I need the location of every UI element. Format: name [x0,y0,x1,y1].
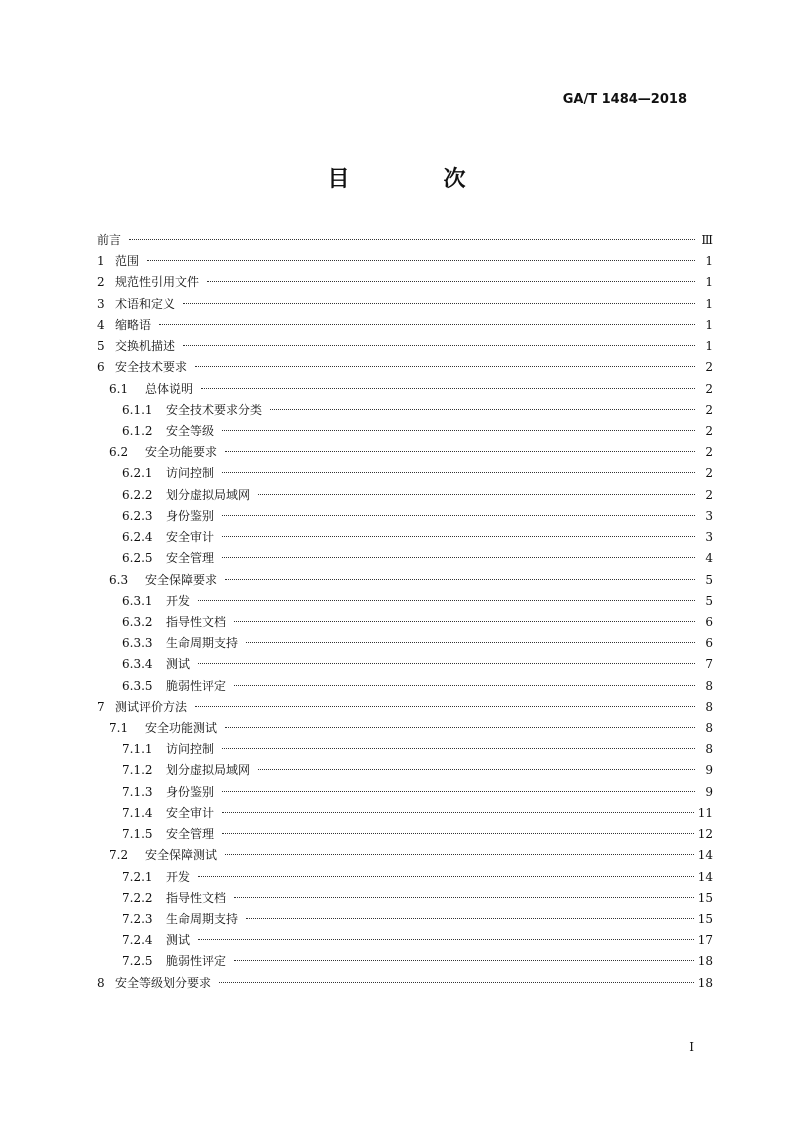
toc-section-label: 安全功能测试 [145,721,218,736]
toc-entry[interactable] [97,697,713,718]
page-number: I [689,1040,694,1054]
toc-dot-leader [234,621,695,622]
toc-section-number: 7.2.2 [122,890,153,905]
toc-page-number: 5 [705,572,713,587]
toc-dot-leader [198,600,695,601]
toc-entry[interactable] [97,845,713,866]
toc-dot-leader [198,663,695,664]
toc-page-number: 15 [697,912,713,926]
toc-page-number: 1 [705,254,713,269]
toc-entry[interactable] [97,548,713,569]
toc-section-number: 6.3.2 [122,614,153,629]
toc-section-number: 8 [97,975,105,990]
toc-section-number: 1 [97,254,105,269]
toc-page-number: 9 [705,784,713,799]
toc-entry[interactable] [97,442,713,463]
toc-section-label: 测试评价方法 [115,699,188,714]
toc-entry[interactable] [97,760,713,781]
toc-page-number: 2 [705,402,713,417]
toc-dot-leader [222,748,695,749]
toc-dot-leader [270,409,695,410]
toc-section-number: 6.2.2 [122,487,153,502]
toc-dot-leader [258,494,695,495]
toc-entry[interactable] [97,357,713,378]
toc-section-number: 7.1.1 [122,742,153,757]
toc-page-number: Ⅲ [701,233,713,247]
toc-page-number: 1 [705,317,713,332]
toc-section-label: 安全等级划分要求 [115,975,212,990]
toc-dot-leader [234,960,694,961]
toc-section-label: 安全保障要求 [145,572,218,587]
toc-section-number: 6.2.1 [122,466,153,481]
toc-dot-leader [246,642,695,643]
toc-dot-leader [195,366,695,367]
toc-entry[interactable] [97,718,713,739]
toc-section-label: 身份鉴别 [166,784,215,799]
toc-entry[interactable] [97,570,713,591]
toc-section-label: 安全审计 [166,805,215,820]
toc-dot-leader [207,281,695,282]
toc-page-number: 8 [705,699,713,714]
toc-section-number: 6.2.3 [122,508,153,523]
toc-section-label: 总体说明 [145,381,194,396]
toc-page-number: 18 [697,975,713,990]
toc-section-label: 测试 [166,657,191,672]
toc-dot-leader [195,706,695,707]
toc-entry[interactable] [97,739,713,760]
toc-section-number: 7.1 [109,721,129,736]
toc-page-number: 7 [705,657,713,672]
toc-dot-leader [222,515,695,516]
toc-dot-leader [225,727,695,728]
toc-section-number: 4 [97,317,105,332]
toc-section-number: 5 [97,339,105,354]
toc-page-number: 6 [705,636,713,651]
toc-section-number: 6.1.2 [122,423,153,438]
toc-entry[interactable] [97,400,713,421]
toc-section-number: 7.2 [109,848,129,863]
toc-section-label: 安全功能要求 [145,445,218,460]
toc-section-number: 6.1.1 [122,402,153,417]
toc-dot-leader [201,388,695,389]
toc-dot-leader [159,324,695,325]
toc-section-label: 安全技术要求分类 [166,402,263,417]
toc-section-number: 6.3.3 [122,636,153,651]
toc-section-label: 安全等级 [166,423,215,438]
toc-entry[interactable] [97,485,713,506]
toc-section-label: 开发 [166,869,191,884]
toc-entry[interactable] [97,272,713,293]
toc-entry[interactable] [97,888,713,909]
toc-section-label: 脆弱性评定 [166,678,227,693]
table-of-contents [97,230,713,994]
toc-section-number: 7.1.5 [122,827,153,842]
toc-section-label: 划分虚拟局域网 [166,763,251,778]
toc-page-number: 8 [705,742,713,757]
toc-dot-leader [234,685,695,686]
toc-section-number: 6.3 [109,572,129,587]
toc-section-label: 术语和定义 [115,296,176,311]
toc-page-number: 2 [705,487,713,502]
toc-page-number: 8 [705,678,713,693]
toc-section-number: 6.1 [109,381,129,396]
toc-section-label: 指导性文档 [166,614,227,629]
toc-page-number: 15 [697,890,713,905]
toc-section-number: 7.1.3 [122,784,153,799]
toc-page-number: 9 [705,763,713,778]
toc-entry[interactable] [97,230,713,251]
toc-page-number: 1 [705,296,713,311]
toc-section-number: 7.2.1 [122,869,153,884]
toc-dot-leader [222,472,695,473]
toc-entry[interactable] [97,973,713,994]
toc-page-number: 2 [705,466,713,481]
toc-entry[interactable] [97,782,713,803]
toc-dot-leader [183,345,695,346]
toc-section-number: 2 [97,275,105,290]
toc-entry[interactable] [97,909,713,930]
toc-dot-leader [258,769,695,770]
toc-section-label: 脆弱性评定 [166,954,227,969]
toc-page-number: 4 [705,551,713,566]
toc-entry[interactable] [97,294,713,315]
toc-section-label: 范围 [115,254,140,269]
toc-page-number: 14 [697,869,713,884]
toc-section-number: 7.2.5 [122,954,153,969]
toc-entry[interactable] [97,824,713,845]
toc-entry[interactable] [97,527,713,548]
toc-entry[interactable] [97,867,713,888]
toc-section-label: 生命周期支持 [166,912,239,926]
toc-dot-leader [147,260,695,261]
document-code: GA/T 1484—2018 [562,92,687,107]
toc-dot-leader [198,876,694,877]
toc-section-label: 安全审计 [166,530,215,545]
toc-page-number: 5 [705,593,713,608]
toc-section-label: 安全管理 [166,827,215,842]
toc-entry[interactable] [97,930,713,951]
page-title: 目 次 [327,167,502,192]
toc-dot-leader [222,833,694,834]
toc-section-number: 6.3.5 [122,678,153,693]
toc-page-number: 2 [705,381,713,396]
toc-dot-leader [222,557,695,558]
toc-entry[interactable] [97,315,713,336]
toc-section-label: 缩略语 [115,317,152,332]
toc-entry[interactable] [97,676,713,697]
toc-page-number: 11 [697,805,713,820]
toc-entry[interactable] [97,633,713,654]
toc-section-label: 交换机描述 [115,339,176,354]
toc-section-label: 安全管理 [166,551,215,566]
toc-section-number: 7 [97,699,105,714]
toc-section-label: 前言 [97,233,122,247]
toc-entry[interactable] [97,654,713,675]
toc-dot-leader [225,451,695,452]
toc-page-number: 2 [705,360,713,375]
toc-section-label: 身份鉴别 [166,508,215,523]
toc-section-number: 3 [97,296,105,311]
toc-entry[interactable] [97,463,713,484]
toc-section-label: 生命周期支持 [166,636,239,651]
toc-dot-leader [183,303,695,304]
toc-section-number: 6.2.5 [122,551,153,566]
toc-entry[interactable] [97,591,713,612]
toc-dot-leader [222,812,694,813]
toc-entry[interactable] [97,336,713,357]
toc-section-number: 6.3.4 [122,657,153,672]
toc-section-number: 6.3.1 [122,593,153,608]
toc-section-label: 指导性文档 [166,890,227,905]
toc-entry[interactable] [97,379,713,400]
toc-section-label: 开发 [166,593,191,608]
toc-dot-leader [222,536,695,537]
toc-section-number: 6.2.4 [122,530,153,545]
toc-page-number: 17 [697,933,713,948]
toc-page-number: 14 [697,848,713,863]
toc-section-number: 7.1.4 [122,805,153,820]
toc-dot-leader [198,939,694,940]
toc-dot-leader [222,791,695,792]
toc-page-number: 2 [705,423,713,438]
toc-dot-leader [246,918,694,919]
toc-section-label: 访问控制 [166,742,215,757]
toc-page-number: 18 [697,954,713,969]
toc-section-label: 安全保障测试 [145,848,218,863]
toc-page-number: 12 [697,827,713,842]
toc-dot-leader [225,579,695,580]
toc-dot-leader [219,982,694,983]
toc-page-number: 8 [705,721,713,736]
toc-section-label: 安全技术要求 [115,360,188,375]
toc-dot-leader [225,854,694,855]
toc-section-number: 7.2.4 [122,933,153,948]
toc-entry[interactable] [97,803,713,824]
toc-section-label: 测试 [166,933,191,948]
toc-dot-leader [234,897,694,898]
toc-section-number: 6.2 [109,445,129,460]
toc-entry[interactable] [97,612,713,633]
toc-section-number: 6 [97,360,105,375]
toc-page-number: 1 [705,339,713,354]
toc-page-number: 6 [705,614,713,629]
toc-page-number: 3 [705,530,713,545]
toc-section-label: 访问控制 [166,466,215,481]
toc-section-number: 7.2.3 [122,912,153,926]
toc-page-number: 2 [705,445,713,460]
toc-section-label: 划分虚拟局域网 [166,487,251,502]
toc-dot-leader [129,239,695,240]
toc-entry[interactable] [97,421,713,442]
toc-section-number: 7.1.2 [122,763,153,778]
toc-entry[interactable] [97,251,713,272]
toc-dot-leader [222,430,695,431]
toc-page-number: 1 [705,275,713,290]
toc-page-number: 3 [705,508,713,523]
toc-section-label: 规范性引用文件 [115,275,200,290]
toc-entry[interactable] [97,951,713,972]
toc-entry[interactable] [97,506,713,527]
